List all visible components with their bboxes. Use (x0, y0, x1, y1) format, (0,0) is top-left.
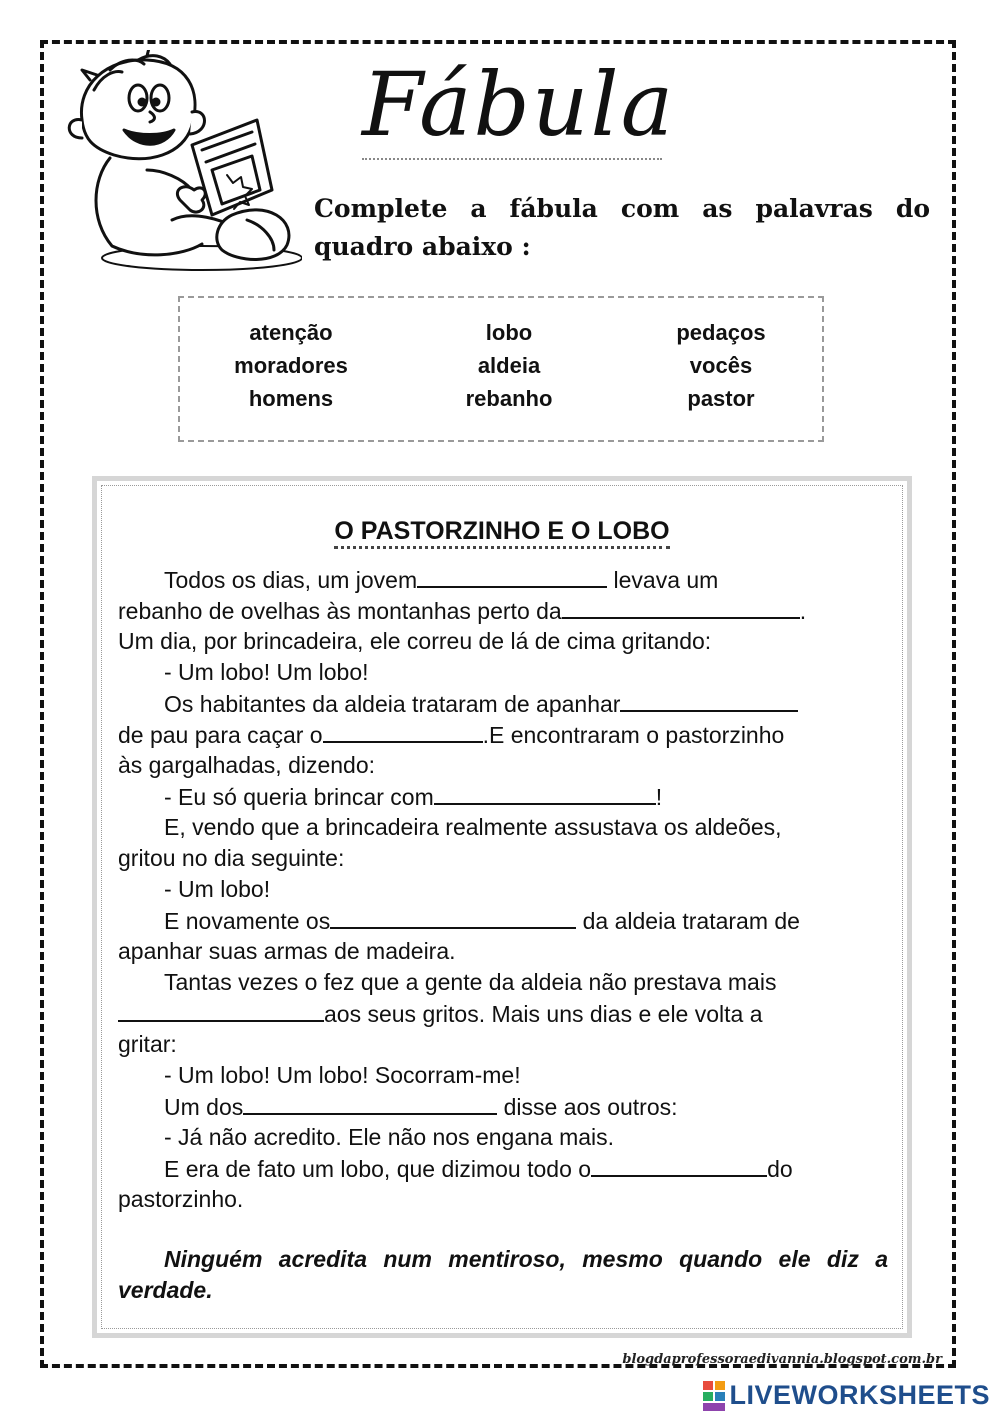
line-text: do (767, 1156, 793, 1182)
story-line (118, 1060, 888, 1091)
line-text: da aldeia trataram de (576, 908, 800, 934)
line-text: pastorzinho. (118, 1186, 244, 1212)
line-text: Um dia, por brincadeira, ele correu de lá de cima gritando: (118, 628, 712, 654)
line-text: disse aos outros: (497, 1094, 678, 1120)
line-text: aos seus gritos. Mais uns dias e ele volta a (324, 1001, 763, 1027)
word-bank-item: pedaços (676, 320, 766, 345)
story-line (118, 688, 888, 719)
word-bank-item: rebanho (465, 386, 553, 411)
story-line (118, 657, 888, 688)
line-text: ! (655, 784, 663, 810)
story-title-text: O PASTORZINHO E O LOBO (334, 517, 669, 549)
reading-child-illustration (52, 50, 302, 275)
answer-blank[interactable] (323, 719, 483, 743)
story-title (97, 515, 907, 547)
story-line (118, 843, 888, 874)
line-text: . (799, 598, 807, 624)
word-bank-grid (180, 318, 822, 413)
line-text: Os habitantes da aldeia trataram de apanhar (164, 691, 621, 717)
line-text: gritou no dia seguinte: (118, 845, 345, 871)
answer-blank[interactable] (243, 1091, 497, 1115)
line-text: levava um (607, 567, 719, 593)
answer-blank[interactable] (434, 781, 656, 805)
word-bank (178, 296, 824, 442)
word-bank-item: vocês (689, 353, 753, 378)
story-text (118, 564, 888, 1215)
story-line (118, 1122, 888, 1153)
line-text: apanhar suas armas de madeira. (118, 938, 456, 964)
line-text: - Um lobo! Um lobo! Socorram-me! (164, 1062, 521, 1088)
line-text: - Eu só queria brincar com (164, 784, 434, 810)
word-bank-item: homens (248, 386, 334, 411)
liveworksheets-logo (703, 1380, 990, 1411)
story-line (118, 1029, 888, 1060)
story-line (118, 719, 888, 750)
line-text: de pau para caçar o (118, 722, 323, 748)
story-moral: Ninguém acredita num mentiroso, mesmo quando ele diz a verdade. (118, 1246, 888, 1303)
story-line (118, 1153, 888, 1184)
story-line (118, 812, 888, 843)
story-line (118, 998, 888, 1029)
story-line (118, 781, 888, 812)
instruction-text: Complete a fábula com as palavras do quadro abaixo : (314, 194, 930, 261)
line-text: rebanho de ovelhas às montanhas perto da (118, 598, 562, 624)
line-text: gritar: (118, 1031, 177, 1057)
story-line (118, 1091, 888, 1122)
story-line (118, 905, 888, 936)
liveworksheets-brand: LIVEWORKSHEETS (729, 1380, 990, 1410)
source-credit: blogdaprofessoraedivannia.blogspot.com.br (622, 1352, 942, 1367)
answer-blank[interactable] (330, 905, 576, 929)
story-line (118, 595, 888, 626)
line-text: - Um lobo! Um lobo! (164, 659, 369, 685)
word-bank-item: pastor (687, 386, 755, 411)
word-bank-item: aldeia (477, 353, 541, 378)
word-bank-item: moradores (234, 353, 348, 378)
line-text: Tantas vezes o fez que a gente da aldeia não prestava mais (164, 969, 777, 995)
answer-blank[interactable] (620, 688, 798, 712)
story-line (118, 936, 888, 967)
liveworksheets-badge-icon (703, 1381, 725, 1411)
answer-blank[interactable] (118, 998, 324, 1022)
line-text: - Um lobo! (164, 876, 271, 902)
line-text: às gargalhadas, dizendo: (118, 752, 376, 778)
story-line (118, 874, 888, 905)
line-text: E, vendo que a brincadeira realmente assustava os aldeões, (164, 814, 782, 840)
line-text: E era de fato um lobo, que dizimou todo o (164, 1156, 592, 1182)
line-text: Um dos (164, 1094, 244, 1120)
answer-blank[interactable] (562, 595, 800, 619)
story-line (118, 1184, 888, 1215)
line-text: E novamente os (164, 908, 331, 934)
word-bank-item: atenção (249, 320, 333, 345)
story-line (118, 967, 888, 998)
page-title: Fábula (362, 50, 662, 160)
story-line (118, 564, 888, 595)
answer-blank[interactable] (591, 1153, 767, 1177)
answer-blank[interactable] (417, 564, 607, 588)
word-bank-item: lobo (485, 320, 533, 345)
story-line (118, 750, 888, 781)
line-text: Todos os dias, um jovem (164, 567, 418, 593)
line-text: - Já não acredito. Ele não nos engana mais. (164, 1124, 615, 1150)
story-line (118, 626, 888, 657)
line-text: .E encontraram o pastorzinho (482, 722, 785, 748)
